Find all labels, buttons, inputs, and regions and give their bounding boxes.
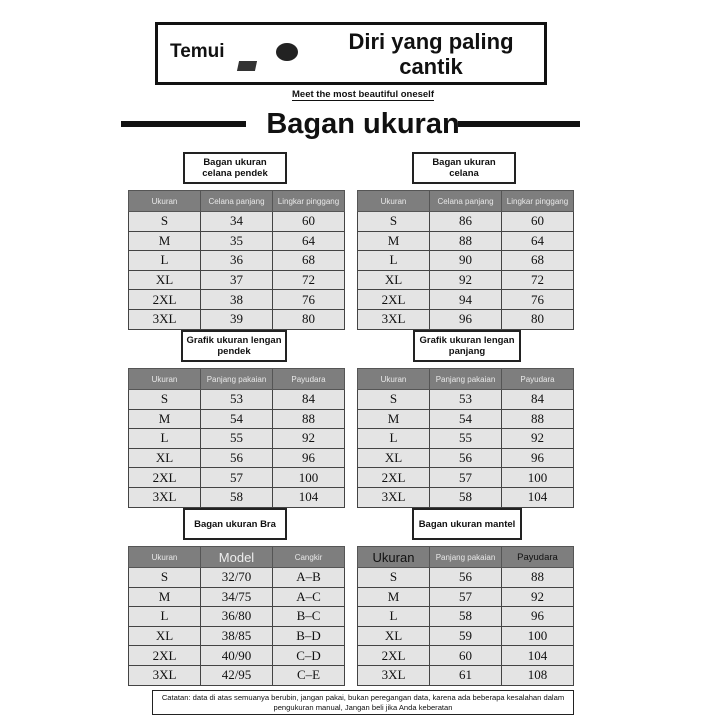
value-cell: 34 [201,212,273,232]
table-row [358,587,574,607]
value-cell: 96 [430,309,502,329]
value-cell: 57 [430,468,502,488]
value-cell: 76 [273,290,345,310]
value-cell: 92 [273,429,345,449]
value-cell: 68 [502,251,574,271]
size-cell: M [129,587,201,607]
table-row [358,270,574,290]
value-cell: 100 [502,626,574,646]
value-cell: 68 [273,251,345,271]
value-cell: 64 [273,231,345,251]
column-header: Model [201,547,273,568]
column-header: Lingkar pinggang [502,191,574,212]
table-row [358,429,574,449]
table-row [358,390,574,410]
value-cell: 96 [502,607,574,627]
table-header-row [129,369,345,390]
table-row [358,607,574,627]
column-header: Celana panjang [430,191,502,212]
table-row [129,568,345,588]
size-cell: S [358,212,430,232]
size-cell: S [129,568,201,588]
value-cell: 100 [273,468,345,488]
size-cell: 2XL [129,468,201,488]
table-row [129,409,345,429]
column-header: Payudara [502,369,574,390]
table-row [129,309,345,329]
size-cell: L [358,429,430,449]
column-header: Payudara [502,547,574,568]
value-cell: 39 [201,309,273,329]
tagline [0,89,726,100]
chart-panel-coat [357,508,573,688]
column-header: Ukuran [358,547,430,568]
column-header: Panjang pakaian [430,547,502,568]
size-cell: L [358,251,430,271]
value-cell: 54 [430,409,502,429]
value-cell: 56 [430,448,502,468]
size-cell: 3XL [129,309,201,329]
size-cell: XL [358,270,430,290]
value-cell: 84 [502,390,574,410]
disclaimer-note: Catatan: data di atas semuanya berubin, jangan pakai, bukan peregangan data, karena ada beberapa kesalahan dalam pengukuran manual, Jangan beli jika Anda keberatan [152,690,574,715]
size-table [128,368,345,508]
value-cell: 96 [273,448,345,468]
size-cell: M [129,231,201,251]
size-table [357,368,574,508]
value-cell: 55 [430,429,502,449]
chart-title: Bagan ukuran Bra [183,508,287,540]
table-row [358,309,574,329]
table-header-row [129,191,345,212]
value-cell: C–E [273,665,345,685]
value-cell: 90 [430,251,502,271]
column-header: Lingkar pinggang [273,191,345,212]
value-cell: 104 [502,646,574,666]
size-cell: 3XL [358,309,430,329]
size-table [128,546,345,686]
value-cell: 57 [430,587,502,607]
table-row [358,409,574,429]
value-cell: 80 [502,309,574,329]
table-row [129,646,345,666]
table-row [129,487,345,507]
header-right-text: Diri yang paling cantik [348,29,514,79]
size-cell: L [129,607,201,627]
value-cell: 92 [502,587,574,607]
column-header: Payudara [273,369,345,390]
value-cell: 76 [502,290,574,310]
size-cell: 2XL [129,646,201,666]
dark-square-shape [237,61,257,71]
size-cell: 2XL [358,290,430,310]
value-cell: 61 [430,665,502,685]
table-row [358,448,574,468]
table-row [129,251,345,271]
size-cell: XL [129,626,201,646]
size-cell: L [358,607,430,627]
value-cell: 80 [273,309,345,329]
table-row [358,568,574,588]
table-row [358,251,574,271]
table-row [129,468,345,488]
size-cell: 3XL [129,665,201,685]
value-cell: 58 [430,487,502,507]
column-header: Ukuran [129,547,201,568]
value-cell: 36/80 [201,607,273,627]
size-cell: XL [358,626,430,646]
table-row [129,607,345,627]
table-row [358,231,574,251]
size-cell: XL [129,270,201,290]
value-cell: 38 [201,290,273,310]
size-cell: M [358,231,430,251]
page-title: Bagan ukuran [266,108,460,140]
value-cell: B–C [273,607,345,627]
value-cell: 56 [430,568,502,588]
value-cell: 53 [201,390,273,410]
value-cell: A–C [273,587,345,607]
value-cell: 60 [430,646,502,666]
value-cell: 108 [502,665,574,685]
dark-circle-shape [276,43,298,61]
table-row [129,290,345,310]
value-cell: 94 [430,290,502,310]
column-header: Panjang pakaian [201,369,273,390]
value-cell: 72 [502,270,574,290]
size-cell: 2XL [358,646,430,666]
value-cell: 100 [502,468,574,488]
value-cell: 42/95 [201,665,273,685]
column-header: Panjang pakaian [430,369,502,390]
table-row [129,665,345,685]
size-table [357,546,574,686]
chart-title: Grafik ukuran lengan panjang [413,330,521,362]
size-cell: 3XL [129,487,201,507]
table-header-row [129,547,345,568]
column-header: Ukuran [358,191,430,212]
value-cell: 32/70 [201,568,273,588]
size-table [128,190,345,330]
value-cell: 86 [430,212,502,232]
table-row [129,587,345,607]
value-cell: 84 [273,390,345,410]
value-cell: B–D [273,626,345,646]
size-cell: S [129,390,201,410]
table-row [129,231,345,251]
value-cell: 88 [502,409,574,429]
value-cell: 88 [502,568,574,588]
size-cell: M [129,409,201,429]
table-row [129,270,345,290]
value-cell: 96 [502,448,574,468]
size-cell: 3XL [358,665,430,685]
value-cell: 40/90 [201,646,273,666]
chart-panel-shorts [128,152,344,332]
tagline-text: Meet the most beautiful oneself [292,89,434,100]
size-cell: M [358,409,430,429]
value-cell: 64 [502,231,574,251]
value-cell: 57 [201,468,273,488]
table-header-row [358,547,574,568]
size-cell: XL [129,448,201,468]
value-cell: 58 [430,607,502,627]
value-cell: 58 [201,487,273,507]
table-row [358,646,574,666]
size-cell: M [358,587,430,607]
table-row [129,626,345,646]
table-row [358,665,574,685]
value-cell: 104 [273,487,345,507]
table-row [129,212,345,232]
value-cell: 92 [430,270,502,290]
table-row [129,448,345,468]
chart-panel-short-sleeve [128,330,344,510]
chart-title: Grafik ukuran lengan pendek [181,330,287,362]
size-cell: 2XL [358,468,430,488]
column-header: Ukuran [358,369,430,390]
table-header-row [358,369,574,390]
column-header: Ukuran [129,191,201,212]
size-cell: L [129,429,201,449]
value-cell: A–B [273,568,345,588]
table-row [129,390,345,410]
size-cell: 3XL [358,487,430,507]
value-cell: 35 [201,231,273,251]
size-cell: L [129,251,201,271]
value-cell: 55 [201,429,273,449]
table-row [358,487,574,507]
value-cell: 34/75 [201,587,273,607]
value-cell: 72 [273,270,345,290]
value-cell: 60 [502,212,574,232]
chart-title: Bagan ukuran mantel [412,508,522,540]
size-table [357,190,574,330]
size-cell: S [358,390,430,410]
column-header: Cangkir [273,547,345,568]
value-cell: C–D [273,646,345,666]
table-row [358,626,574,646]
column-header: Celana panjang [201,191,273,212]
chart-panel-bra [128,508,344,688]
value-cell: 60 [273,212,345,232]
value-cell: 38/85 [201,626,273,646]
column-header: Ukuran [129,369,201,390]
value-cell: 54 [201,409,273,429]
value-cell: 92 [502,429,574,449]
chart-panel-long-sleeve [357,330,573,510]
table-row [358,290,574,310]
value-cell: 37 [201,270,273,290]
chart-title: Bagan ukuran celana [412,152,516,184]
header-left-text: Temui [170,41,225,62]
table-row [358,212,574,232]
value-cell: 88 [430,231,502,251]
value-cell: 56 [201,448,273,468]
size-cell: S [358,568,430,588]
chart-title: Bagan ukuran celana pendek [183,152,287,184]
table-row [358,468,574,488]
size-cell: XL [358,448,430,468]
size-cell: 2XL [129,290,201,310]
value-cell: 104 [502,487,574,507]
size-cell: S [129,212,201,232]
table-row [129,429,345,449]
chart-panel-pants [357,152,573,332]
value-cell: 59 [430,626,502,646]
table-header-row [358,191,574,212]
value-cell: 36 [201,251,273,271]
header-banner [155,22,547,85]
value-cell: 53 [430,390,502,410]
value-cell: 88 [273,409,345,429]
